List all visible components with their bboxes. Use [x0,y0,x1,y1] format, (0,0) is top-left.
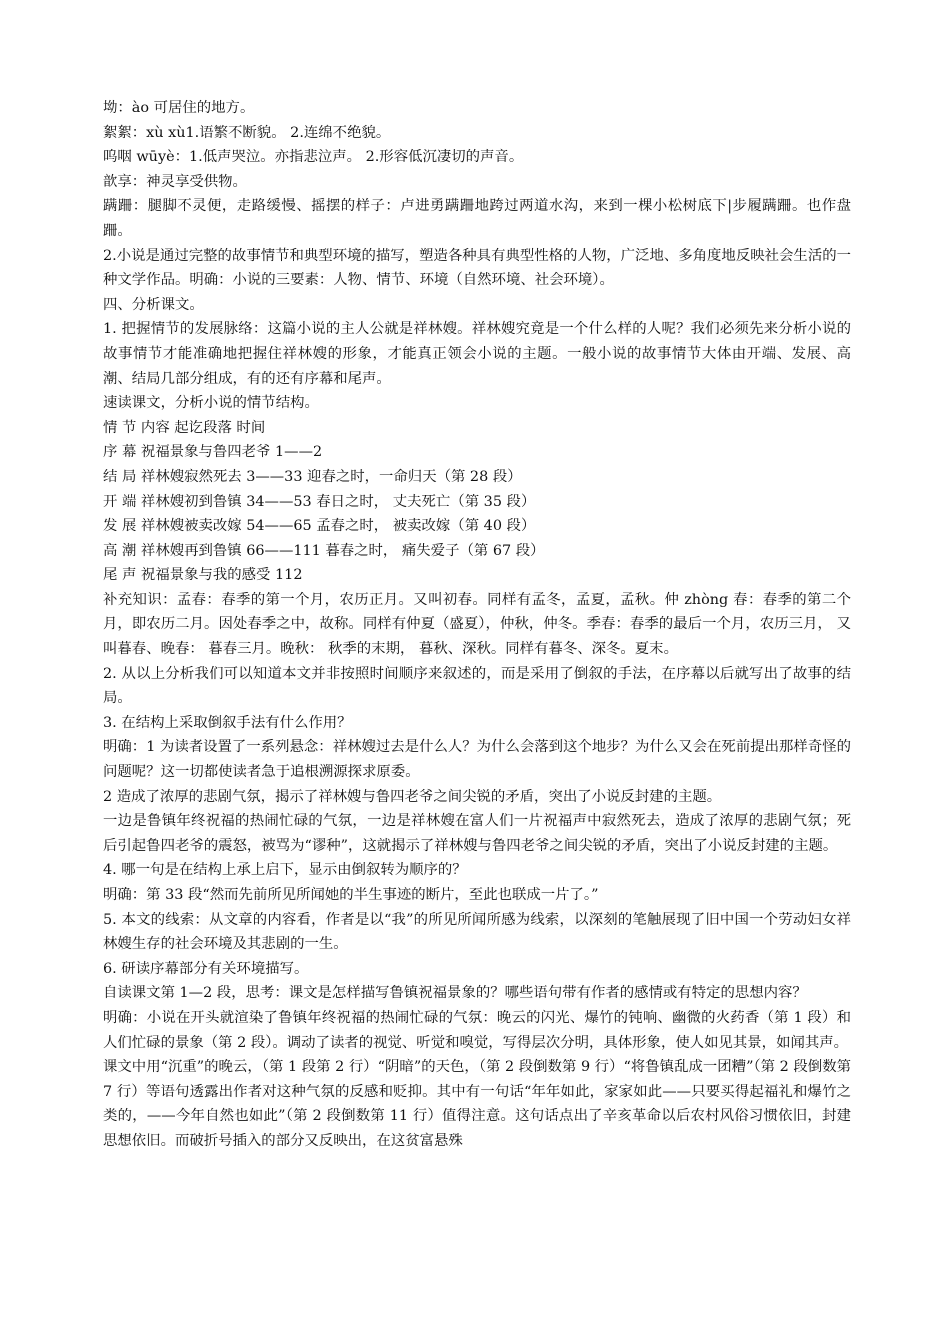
gloss-ao: 坳：ào 可居住的地方。 [103,100,255,116]
plot-row-climax: 高 潮 祥林嫂再到鲁镇 66——111 暮春之时， 痛失爱子（第 67 段） [103,542,545,559]
answer-4: 明确：第 33 段“然而先前所见所闻她的半生事迹的断片，至此也联成一片了。” [103,887,599,903]
plot-row-epilogue: 尾 声 祝福景象与我的感受 112 [103,567,303,584]
plot-row-ending: 结 局 祥林嫂寂然死去 3——33 迎春之时，一命归天（第 28 段） [103,468,522,485]
plot-overview: 1. 把握情节的发展脉络：这篇小说的主人公就是祥林嫂。祥林嫂究竟是一个什么样的人呢？我们必须先来分析小说的故事情节才能准确地把握住祥林嫂的形象，才能真正领会小说的主题。一般小说的故事情节大体由开端、发展、高潮、结局几部分组成，有的还有序幕和尾声。 [103,321,851,387]
gloss-panshan: 蹒跚：腿脚不灵便，走路缓慢、摇摆的样子：卢进勇蹒跚地跨过两道水沟，来到一棵小松树底下|步履蹒跚。也作盘跚。 [103,198,851,239]
document-page [103,96,851,1154]
plot-table-header: 情 节 内容 起讫段落 时间 [103,419,266,436]
novel-definition: 2.小说是通过完整的故事情节和典型环境的描写，塑造各种具有典型性格的人物，广泛地、多角度地反映社会生活的一种文学作品。明确：小说的三要素：人物、情节、环境（自然环境、社会环境）。 [103,247,851,289]
question-3: 3. 在结构上采取倒叙手法有什么作用？ [103,714,352,731]
flashback-note: 2. 从以上分析我们可以知道本文并非按照时间顺序来叙述的，而是采用了倒叙的手法，在序幕以后就写出了故事的结局。 [103,665,851,707]
gloss-xinxiang: 歆享：神灵享受供物。 [103,173,247,190]
gloss-xuxu: 絮絮：xù xù1.语繁不断貌。 2.连绵不绝貌。 [103,124,391,141]
plot-row-prologue: 序 幕 祝福景象与鲁四老爷 1——2 [103,444,323,461]
answer-3-point-1: 明确：1 为读者设置了一系列悬念：祥林嫂过去是什么人？为什么会落到这个地步？为什么又会在死前提出那样奇怪的问题呢？这一切都使读者急于追根溯源探求原委。 [103,739,851,781]
supplementary-knowledge: 补充知识：孟春：春季的第一个月，农历正月。又叫初春。同样有孟冬，孟夏，孟秋。仲 zhòng 春：春季的第二个月，即农历二月。因处春季之中，故称。同样有仲夏（盛夏），仲秋，仲冬。季春：春季的最后一个月，农历三月， 又叫暮春、晚春： 暮春三月。晚秋： 秋季的末期， 暮秋、深秋。同样有暮冬、深冬。夏末。 [103,591,851,658]
plot-row-beginning: 开 端 祥林嫂初到鲁镇 34——53 春日之时， 丈夫死亡（第 35 段） [103,493,536,510]
item-5-clue: 5. 本文的线索：从文章的内容看，作者是以“我”的所见所闻所感为线索，以深刻的笔触展现了旧中国一个劳动妇女祥林嫂生存的社会环境及其悲剧的一生。 [103,911,851,953]
item-6-heading: 6. 研读序幕部分有关环境描写。 [103,960,309,977]
answer-3-explanation: 一边是鲁镇年终祝福的热闹忙碌的气氛，一边是祥林嫂在富人们一片祝福声中寂然死去，造成了浓厚的悲剧气氛；死后引起鲁四老爷的震怒，被骂为“谬种”，这就揭示了祥林嫂与鲁四老爷之间尖锐的矛盾，突出了小说反封建的主题。 [103,813,851,854]
plot-task: 速读课文，分析小说的情节结构。 [103,395,319,412]
gloss-wuye: 呜咽 wūyè：1.低声哭泣。亦指悲泣声。 2.形容低沉凄切的声音。 [103,149,524,166]
question-4: 4. 哪一句是在结构上承上启下，显示由倒叙转为顺序的？ [103,862,467,879]
section-heading-analysis: 四、分析课文。 [103,296,204,313]
answer-3-point-2: 2 造成了浓厚的悲剧气氛，揭示了祥林嫂与鲁四老爷之间尖锐的矛盾，突出了小说反封建的主题。 [103,788,722,805]
answer-6-part-2: 课文中用“沉重”的晚云，（第 1 段第 2 行）“阴暗”的天色，（第 2 段倒数第 9 行）“将鲁镇乱成一团糟”（第 2 段倒数第 7 行）等语句透露出作者对这种气氛的反感和贬抑。其中有一句话“年年如此，家家如此——只要买得起福礼和爆竹之类的，——今年自然也如此”（第 2 段倒数第 11 行）值得注意。这句话点出了辛亥革命以后农村风俗习惯依旧，封建思想依旧。而破折号插入的部分又反映出，在这贫富悬殊 [103,1059,851,1149]
plot-row-development: 发 展 祥林嫂被卖改嫁 54——65 孟春之时， 被卖改嫁（第 40 段） [103,518,536,535]
answer-6-part-1: 明确：小说在开头就渲染了鲁镇年终祝福的热闹忙碌的气氛：晚云的闪光、爆竹的钝响、幽微的火药香（第 1 段）和人们忙碌的景象（第 2 段）。调动了读者的视觉、听觉和嗅觉，写得层次分明，具体形象，使人如见其景，如闻其声。 [103,1009,851,1051]
item-6-task: 自读课文第 1—2 段，思考：课文是怎样描写鲁镇祝福景象的？哪些语句带有作者的感情或有特定的思想内容？ [103,985,807,1002]
